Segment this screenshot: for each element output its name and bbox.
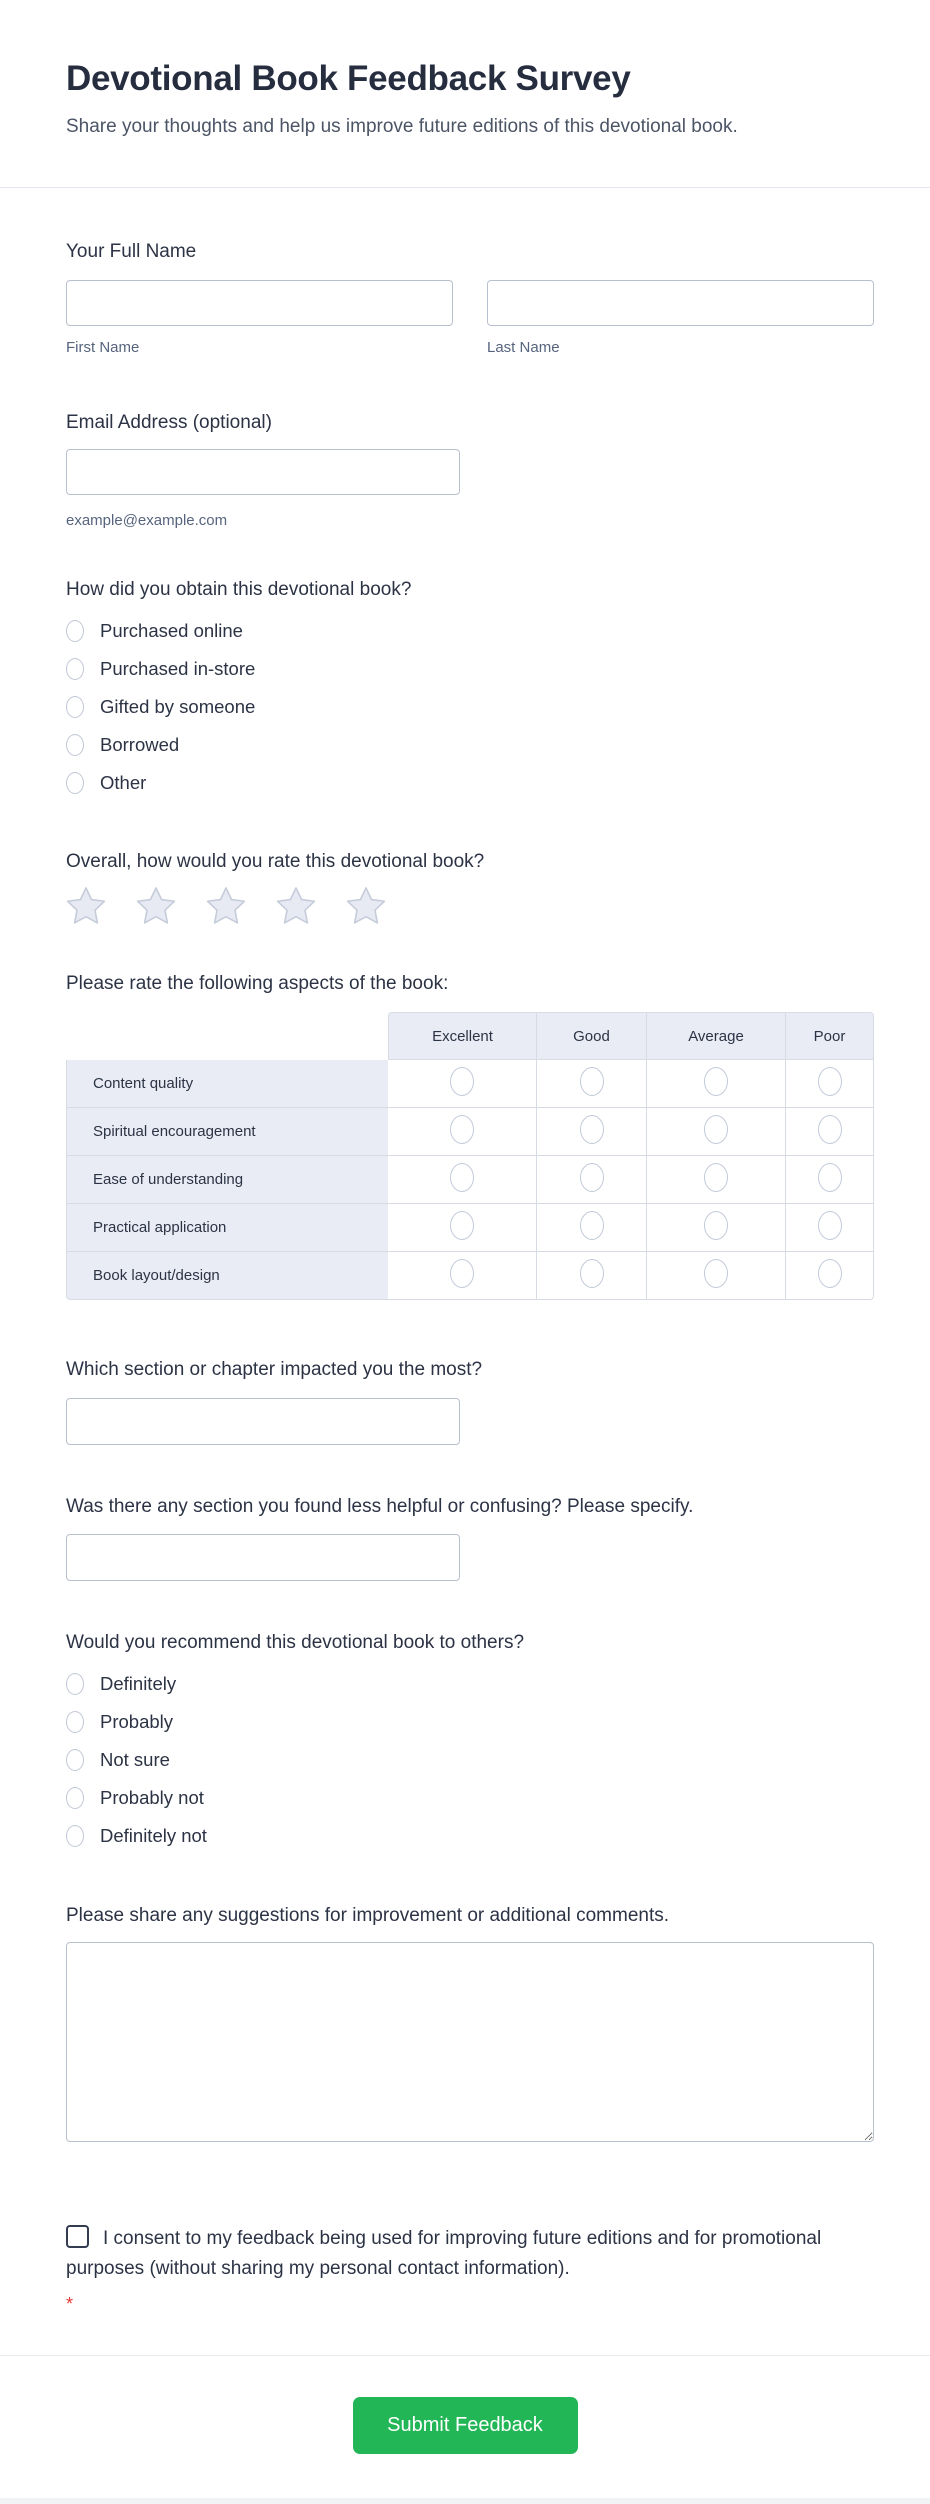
radio-icon[interactable]	[66, 1749, 84, 1771]
matrix-radio-icon[interactable]	[580, 1163, 604, 1192]
matrix-radio-icon[interactable]	[704, 1259, 728, 1288]
star-icon[interactable]	[276, 886, 316, 926]
star-icon[interactable]	[66, 886, 106, 926]
question-matrix	[66, 972, 874, 1300]
matrix-radio-icon[interactable]	[580, 1211, 604, 1240]
consent-field[interactable]	[66, 2224, 856, 2319]
page-subtitle: Share your thoughts and help us improve future editions of this devotional book.	[66, 116, 738, 137]
recommend-option-probably[interactable]	[66, 1709, 874, 1735]
obtain-option-purchased-in-store[interactable]	[66, 656, 874, 682]
matrix-row-ease-of-understanding	[66, 1156, 874, 1204]
recommend-options-list	[66, 1671, 874, 1849]
impact-input[interactable]	[66, 1398, 460, 1445]
radio-option-label: Other	[100, 772, 147, 793]
star-icon[interactable]	[136, 886, 176, 926]
page-title: Devotional Book Feedback Survey	[66, 59, 631, 98]
radio-option-label: Probably	[100, 1711, 174, 1732]
recommend-option-definitely-not[interactable]	[66, 1823, 874, 1849]
matrix-radio-icon[interactable]	[450, 1115, 474, 1144]
submit-row	[0, 2356, 930, 2498]
suggestions-label: Please share any suggestions for improvement or additional comments.	[66, 1905, 670, 1926]
recommend-option-not-sure[interactable]	[66, 1747, 874, 1773]
radio-option-label: Purchased in-store	[100, 658, 256, 679]
matrix-row-spiritual-encouragement	[66, 1108, 874, 1156]
matrix-column-header: Poor	[786, 1012, 874, 1060]
matrix-radio-icon[interactable]	[818, 1067, 842, 1096]
full-name-label: Your Full Name	[66, 241, 197, 262]
matrix-radio-icon[interactable]	[450, 1211, 474, 1240]
confusing-label: Was there any section you found less helpful or confusing? Please specify.	[66, 1496, 694, 1517]
last-name-input[interactable]	[487, 280, 874, 326]
star-icon[interactable]	[206, 886, 246, 926]
obtain-options-list	[66, 618, 874, 796]
obtain-option-other[interactable]	[66, 770, 874, 796]
obtain-option-borrowed[interactable]	[66, 732, 874, 758]
question-suggestions	[66, 1904, 874, 2142]
name-sublabels-row	[66, 339, 874, 357]
overall-rating-label: Overall, how would you rate this devotional book?	[66, 851, 485, 872]
first-name-input[interactable]	[66, 280, 453, 326]
first-name-sublabel: First Name	[66, 339, 140, 356]
matrix-column-header: Good	[537, 1012, 647, 1060]
matrix-column-header: Average	[647, 1012, 786, 1060]
matrix-row-label: Spiritual encouragement	[66, 1108, 388, 1156]
last-name-sublabel: Last Name	[487, 339, 560, 356]
radio-icon[interactable]	[66, 620, 84, 642]
header-divider	[0, 187, 930, 188]
question-recommend	[66, 1631, 874, 1849]
question-confusing	[66, 1495, 874, 1581]
matrix-radio-icon[interactable]	[704, 1163, 728, 1192]
question-impact	[66, 1358, 874, 1445]
suggestions-textarea[interactable]	[66, 1942, 874, 2142]
matrix-radio-icon[interactable]	[704, 1067, 728, 1096]
form-body	[0, 240, 930, 2319]
radio-option-label: Gifted by someone	[100, 696, 256, 717]
radio-icon[interactable]	[66, 1825, 84, 1847]
email-label: Email Address (optional)	[66, 412, 272, 433]
matrix-radio-icon[interactable]	[580, 1115, 604, 1144]
star-icon[interactable]	[346, 886, 386, 926]
matrix-radio-icon[interactable]	[704, 1115, 728, 1144]
email-input[interactable]	[66, 449, 460, 495]
matrix-radio-icon[interactable]	[704, 1211, 728, 1240]
star-rating-widget	[66, 886, 874, 926]
question-full-name	[66, 240, 874, 357]
radio-option-label: Purchased online	[100, 620, 243, 641]
matrix-row-label: Ease of understanding	[66, 1156, 388, 1204]
matrix-radio-icon[interactable]	[818, 1259, 842, 1288]
matrix-radio-icon[interactable]	[580, 1259, 604, 1288]
matrix-row-book-layout-design	[66, 1252, 874, 1300]
radio-icon[interactable]	[66, 772, 84, 794]
name-inputs-row	[66, 280, 874, 326]
matrix-header-row	[66, 1012, 874, 1060]
radio-icon[interactable]	[66, 696, 84, 718]
radio-option-label: Definitely not	[100, 1825, 207, 1846]
matrix-row-label: Practical application	[66, 1204, 388, 1252]
confusing-input[interactable]	[66, 1534, 460, 1581]
email-sublabel: example@example.com	[66, 512, 228, 529]
question-overall-rating	[66, 850, 874, 926]
last-name-col	[487, 280, 874, 326]
radio-icon[interactable]	[66, 1711, 84, 1733]
rating-matrix-table	[66, 1012, 874, 1300]
radio-icon[interactable]	[66, 734, 84, 756]
recommend-option-definitely[interactable]	[66, 1671, 874, 1697]
form-header	[0, 0, 930, 140]
first-name-col	[66, 280, 453, 326]
recommend-option-probably-not[interactable]	[66, 1785, 874, 1811]
radio-option-label: Not sure	[100, 1749, 170, 1770]
matrix-row-content-quality	[66, 1060, 874, 1108]
matrix-corner-cell	[66, 1012, 388, 1060]
matrix-row-practical-application	[66, 1204, 874, 1252]
obtain-option-gifted[interactable]	[66, 694, 874, 720]
matrix-label: Please rate the following aspects of the book:	[66, 973, 449, 994]
matrix-radio-icon[interactable]	[818, 1163, 842, 1192]
obtain-option-purchased-online[interactable]	[66, 618, 874, 644]
matrix-radio-icon[interactable]	[818, 1115, 842, 1144]
radio-option-label: Probably not	[100, 1787, 204, 1808]
page-background-strip	[0, 2498, 930, 2504]
radio-icon[interactable]	[66, 1673, 84, 1695]
matrix-row-label: Content quality	[66, 1060, 388, 1108]
matrix-radio-icon[interactable]	[450, 1259, 474, 1288]
radio-icon[interactable]	[66, 658, 84, 680]
recommend-label: Would you recommend this devotional book to others?	[66, 1632, 525, 1653]
radio-option-label: Definitely	[100, 1673, 177, 1694]
matrix-radio-icon[interactable]	[450, 1163, 474, 1192]
matrix-radio-icon[interactable]	[450, 1067, 474, 1096]
consent-label: I consent to my feedback being used for improving future editions and for promotional purposes (without sharing my personal contact information).	[66, 2228, 822, 2279]
radio-icon[interactable]	[66, 1787, 84, 1809]
radio-option-label: Borrowed	[100, 734, 180, 755]
matrix-radio-icon[interactable]	[580, 1067, 604, 1096]
matrix-column-header: Excellent	[388, 1012, 537, 1060]
question-email	[66, 411, 874, 530]
obtain-label: How did you obtain this devotional book?	[66, 579, 412, 600]
question-obtain	[66, 578, 874, 796]
consent-checkbox[interactable]	[66, 2225, 89, 2248]
impact-label: Which section or chapter impacted you the most?	[66, 1359, 483, 1380]
matrix-row-label: Book layout/design	[66, 1252, 388, 1300]
matrix-radio-icon[interactable]	[818, 1211, 842, 1240]
required-asterisk: *	[66, 2294, 74, 2314]
submit-button[interactable]: Submit Feedback	[353, 2397, 578, 2454]
